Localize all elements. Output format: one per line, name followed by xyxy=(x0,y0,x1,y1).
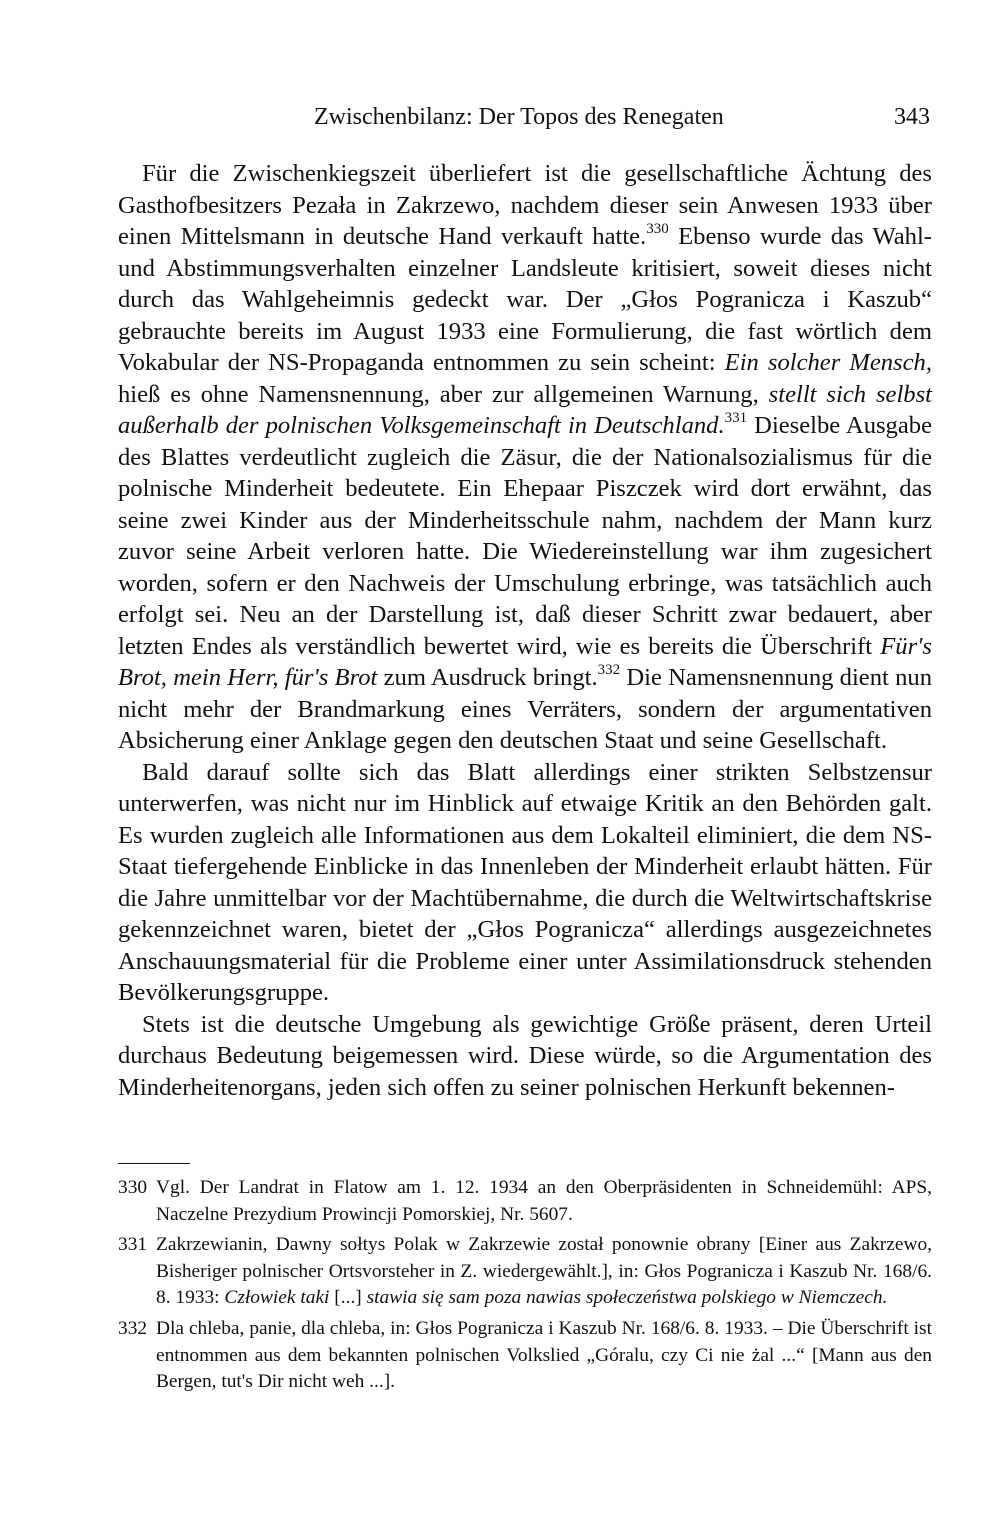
footnote-ref-331: 331 xyxy=(724,410,748,426)
italic-quote: Ein solcher Mensch, xyxy=(724,349,932,376)
running-title: Zwischenbilanz: Der Topos des Renegaten xyxy=(314,104,724,130)
text-run: [...] xyxy=(329,1287,367,1309)
text-run: hieß es ohne Namensnennung, aber zur allgemeinen Warnung, xyxy=(118,380,769,408)
footnote-text xyxy=(156,1232,932,1312)
footnote-ref-332: 332 xyxy=(597,662,621,678)
paragraph-1 xyxy=(118,158,932,757)
footnote-ref-330: 330 xyxy=(646,221,669,237)
italic-quote: stawia się sam poza nawias społeczeństwa polskiego w Niemczech. xyxy=(366,1287,888,1309)
page-header xyxy=(118,100,930,136)
text-run: Zakrzewianin, Dawny sołtys Polak w Zakrzewie został ponownie obrany [Einer aus Zakrzewo, Bisheriger polnischer Ortsvorsteher in Z. wiedergewählt.], in: Głos Pogranicza i Kaszub Nr. 168/6. 8. 1933: xyxy=(156,1234,932,1309)
footnote-332 xyxy=(118,1316,932,1396)
footnote-text: Vgl. Der Landrat in Flatow am 1. 12. 1934 an den Oberpräsidenten in Schneidemühl: APS, Naczelne Prezydium Prowincji Pomorskiej, Nr. 5607. xyxy=(156,1177,932,1225)
footnote-330 xyxy=(118,1175,932,1228)
footnote-number: 332 xyxy=(118,1317,148,1339)
italic-title: Für's Brot, mein Herr, für's Brot xyxy=(118,632,932,691)
text-run: Dieselbe Ausgabe des Blattes verdeutlicht zugleich die Zäsur, die der Nationalsozialismus für die polnische Minderheit bedeutete. Ein Ehepaar Piszczek wird dort erwähnt, das seine zwei Kinder aus der Minderheitsschule nahm, nachdem der Mann kurz zuvor seine Arbeit verloren hatte. Die Wiedereinstellung war ihm zugesichert worden, sofern er den Nachweis der Umschulung erbringe, was tatsächlich auch erfolgt sei. Neu an der Darstellung ist, daß dieser Schritt zwar bedauert, aber letzten Endes als verständlich bewertet wird, wie es bereits die Überschrift xyxy=(118,412,932,660)
italic-quote: Człowiek taki xyxy=(224,1287,330,1309)
text-run: Die Namensnennung dient nun nicht mehr der Brandmarkung eines Verräters, sondern der argumentativen Absicherung einer Anklage gegen den deutschen Staat und seine Gesellschaft. xyxy=(118,664,932,754)
footnote-number: 330 xyxy=(118,1177,148,1198)
paragraph-3: Stets ist die deutsche Umgebung als gewichtige Größe präsent, deren Urteil durchaus Bedeutung beigemessen wird. Diese würde, so die Argumentation des Minderheitenorgans, jeden sich offen zu seiner polnischen Herkunft bekennen- xyxy=(118,1010,932,1101)
footnote-331 xyxy=(118,1232,932,1312)
text-run: zum Ausdruck bringt. xyxy=(377,664,598,691)
paragraph-2: Bald darauf sollte sich das Blatt allerdings einer strikten Selbstzensur unterwerfen, was nicht nur im Hinblick auf etwaige Kritik an den Behörden galt. Es wurden zugleich alle Informationen aus dem Lokalteil eliminiert, die dem NS-Staat tiefergehende Einblicke in das Innenleben der Minderheit erlaubt hätten. Für die Jahre unmittelbar vor der Machtübernahme, die durch die Weltwirtschaftskrise gekennzeichnet waren, bietet der „Głos Pogranicza“ allerdings ausgezeichnetes Anschauungsmaterial für die Probleme einer unter Assimilationsdruck stehenden Bevölkerungsgruppe. xyxy=(118,758,932,1006)
page-number: 343 xyxy=(894,104,930,130)
italic-quote: stellt sich selbst außerhalb der polnischen Volksgemeinschaft in Deutschland. xyxy=(118,380,932,439)
footnote-number: 331 xyxy=(118,1234,148,1256)
footnotes xyxy=(118,1175,932,1400)
text-run: Ebenso wurde das Wahl- und Abstimmungsverhalten einzelner Landsleute kritisiert, soweit dieses nicht durch das Wahlgeheimnis gedeckt war. Der „Głos Pogranicza i Kaszub“ gebrauchte bereits im August 1933 eine Formulierung, die fast wörtlich dem Vokabular der NS-Propaganda entnommen zu sein scheint: xyxy=(118,223,932,376)
footnote-separator xyxy=(118,1163,190,1164)
footnote-text: Dla chleba, panie, dla chleba, in: Głos Pogranicza i Kaszub Nr. 168/6. 8. 1933. – Die Überschrift ist entnommen aus dem bekannten polnischen Volkslied „Góralu, czy Ci nie żal ...“ [Mann aus den Bergen, tut's Dir nicht weh ...]. xyxy=(156,1317,932,1393)
text-run: Für die Zwischenkiegszeit überliefert ist die gesellschaftliche Ächtung des Gasthofbesitzers Pezała in Zakrzewo, nachdem dieser sein Anwesen 1933 über einen Mittelsmann in deutsche Hand verkauft hatte. xyxy=(118,160,932,250)
main-text xyxy=(118,158,932,1103)
